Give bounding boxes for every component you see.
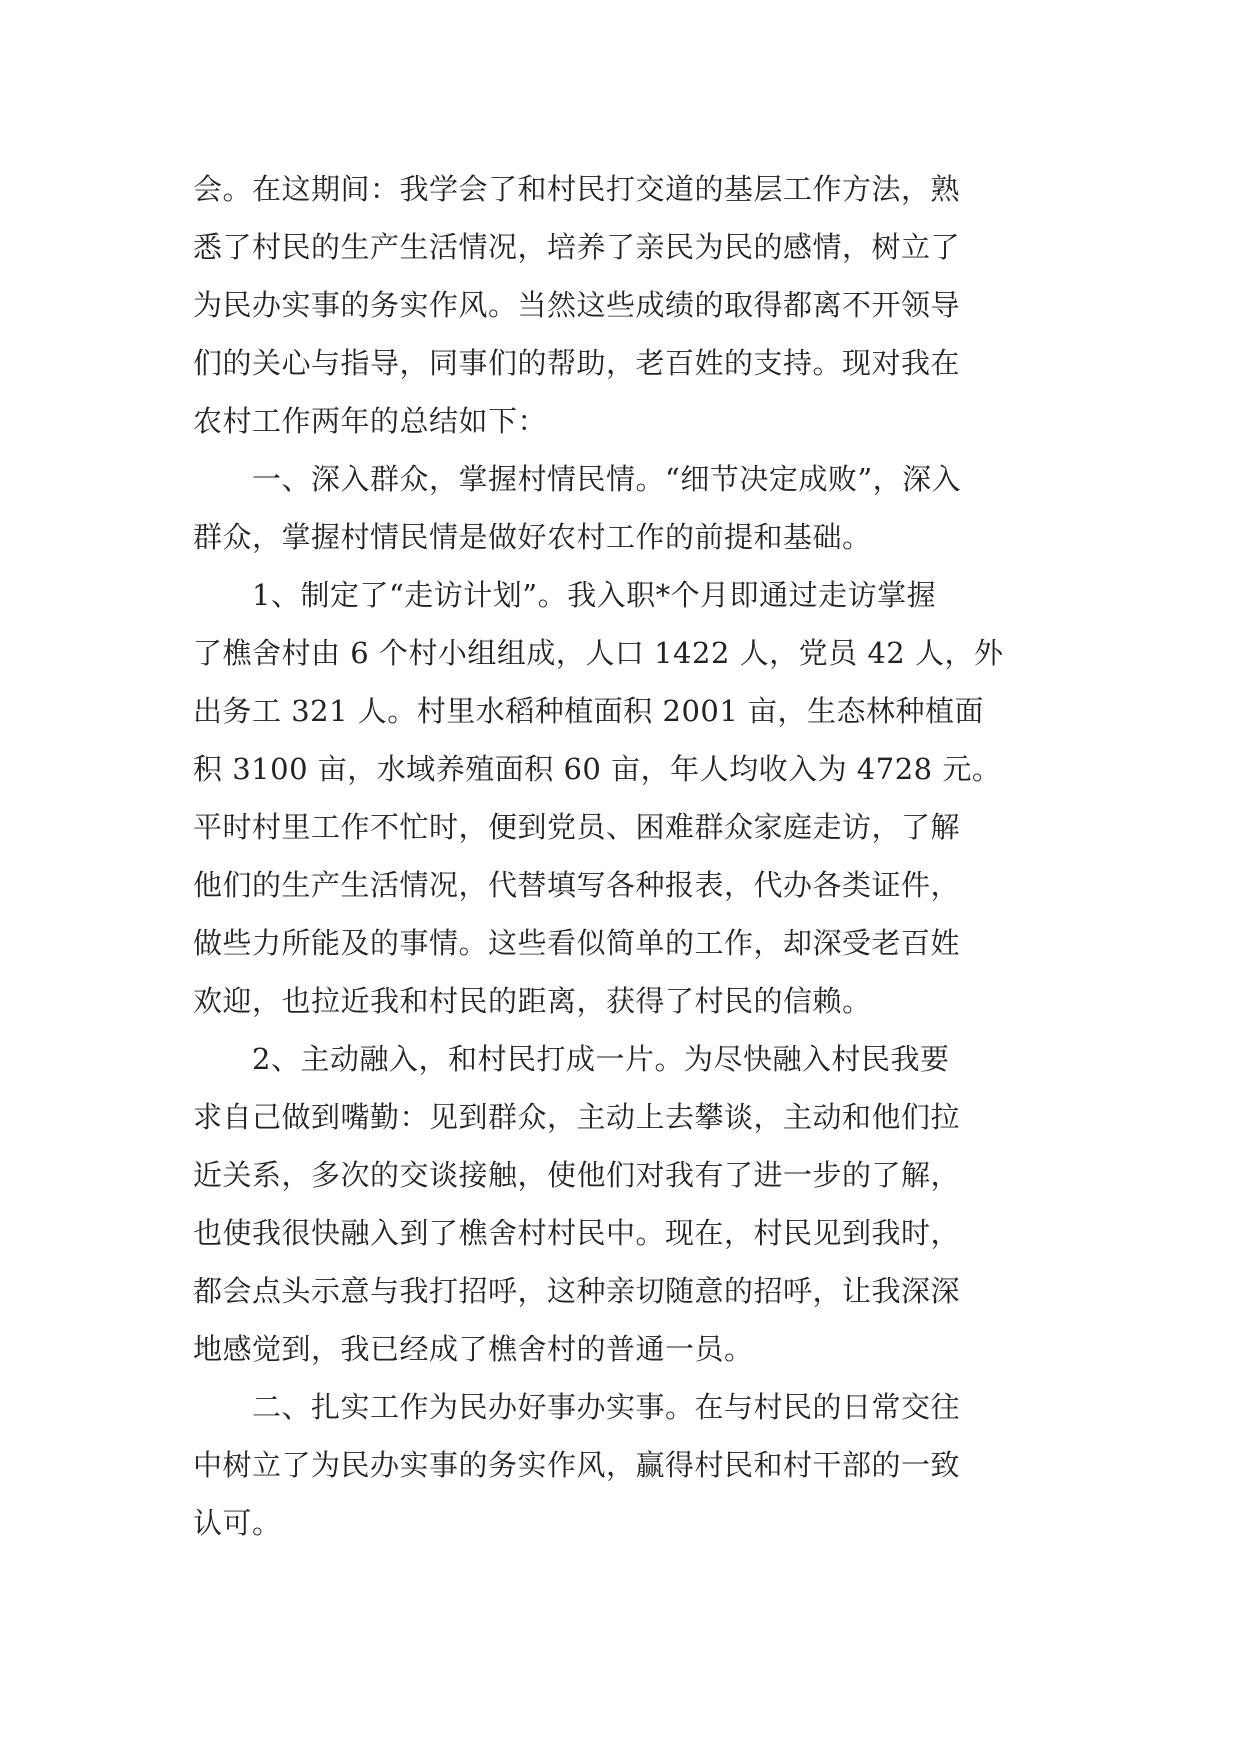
text-line: 他们的生产生活情况，代替填写各种报表，代办各类证件，	[193, 868, 961, 902]
text-line: 群众，掌握村情民情是做好农村工作的前提和基础。	[193, 520, 872, 554]
text-line: 会。在这期间：我学会了和村民打交道的基层工作方法，熟	[193, 172, 961, 206]
text-line: 认可。	[193, 1506, 282, 1540]
text-line: 积 3100 亩，水域养殖面积 60 亩，年人均收入为 4728 元。	[193, 752, 1002, 786]
text-line: 出务工 321 人。村里水稻种植面积 2001 亩，生态林种植面	[193, 694, 985, 728]
text-line: 都会点头示意与我打招呼，这种亲切随意的招呼，让我深深	[193, 1274, 961, 1308]
text-line: 做些力所能及的事情。这些看似简单的工作，却深受老百姓	[193, 926, 961, 960]
text-line: 地感觉到，我已经成了樵舍村的普通一员。	[193, 1332, 754, 1366]
text-line: 求自己做到嘴勤：见到群众，主动上去攀谈，主动和他们拉	[193, 1100, 961, 1134]
text-line: 中树立了为民办实事的务实作风，赢得村民和村干部的一致	[193, 1448, 961, 1482]
text-line: 欢迎，也拉近我和村民的距离，获得了村民的信赖。	[193, 984, 872, 1018]
text-line: 近关系，多次的交谈接触，使他们对我有了进一步的了解，	[193, 1158, 961, 1192]
text-line: 为民办实事的务实作风。当然这些成绩的取得都离不开领导	[193, 288, 961, 322]
paragraph-start-line: 2、主动融入，和村民打成一片。为尽快融入村民我要	[252, 1042, 950, 1076]
paragraph-start-line: 1、制定了“走访计划”。我入职*个月即通过走访掌握	[252, 578, 937, 612]
section-heading-line: 二、扎实工作为民办好事办实事。在与村民的日常交往	[252, 1390, 961, 1424]
text-line: 农村工作两年的总结如下：	[193, 404, 548, 438]
document-body	[193, 160, 1051, 1552]
text-line: 了樵舍村由 6 个村小组组成，人口 1422 人，党员 42 人，外	[193, 636, 1004, 670]
text-line: 们的关心与指导，同事们的帮助，老百姓的支持。现对我在	[193, 346, 961, 380]
text-line: 悉了村民的生产生活情况，培养了亲民为民的感情，树立了	[193, 230, 961, 264]
section-heading-line: 一、深入群众，掌握村情民情。“细节决定成败”，深入	[252, 462, 962, 496]
text-line: 平时村里工作不忙时，便到党员、困难群众家庭走访，了解	[193, 810, 961, 844]
text-line: 也使我很快融入到了樵舍村村民中。现在，村民见到我时，	[193, 1216, 961, 1250]
